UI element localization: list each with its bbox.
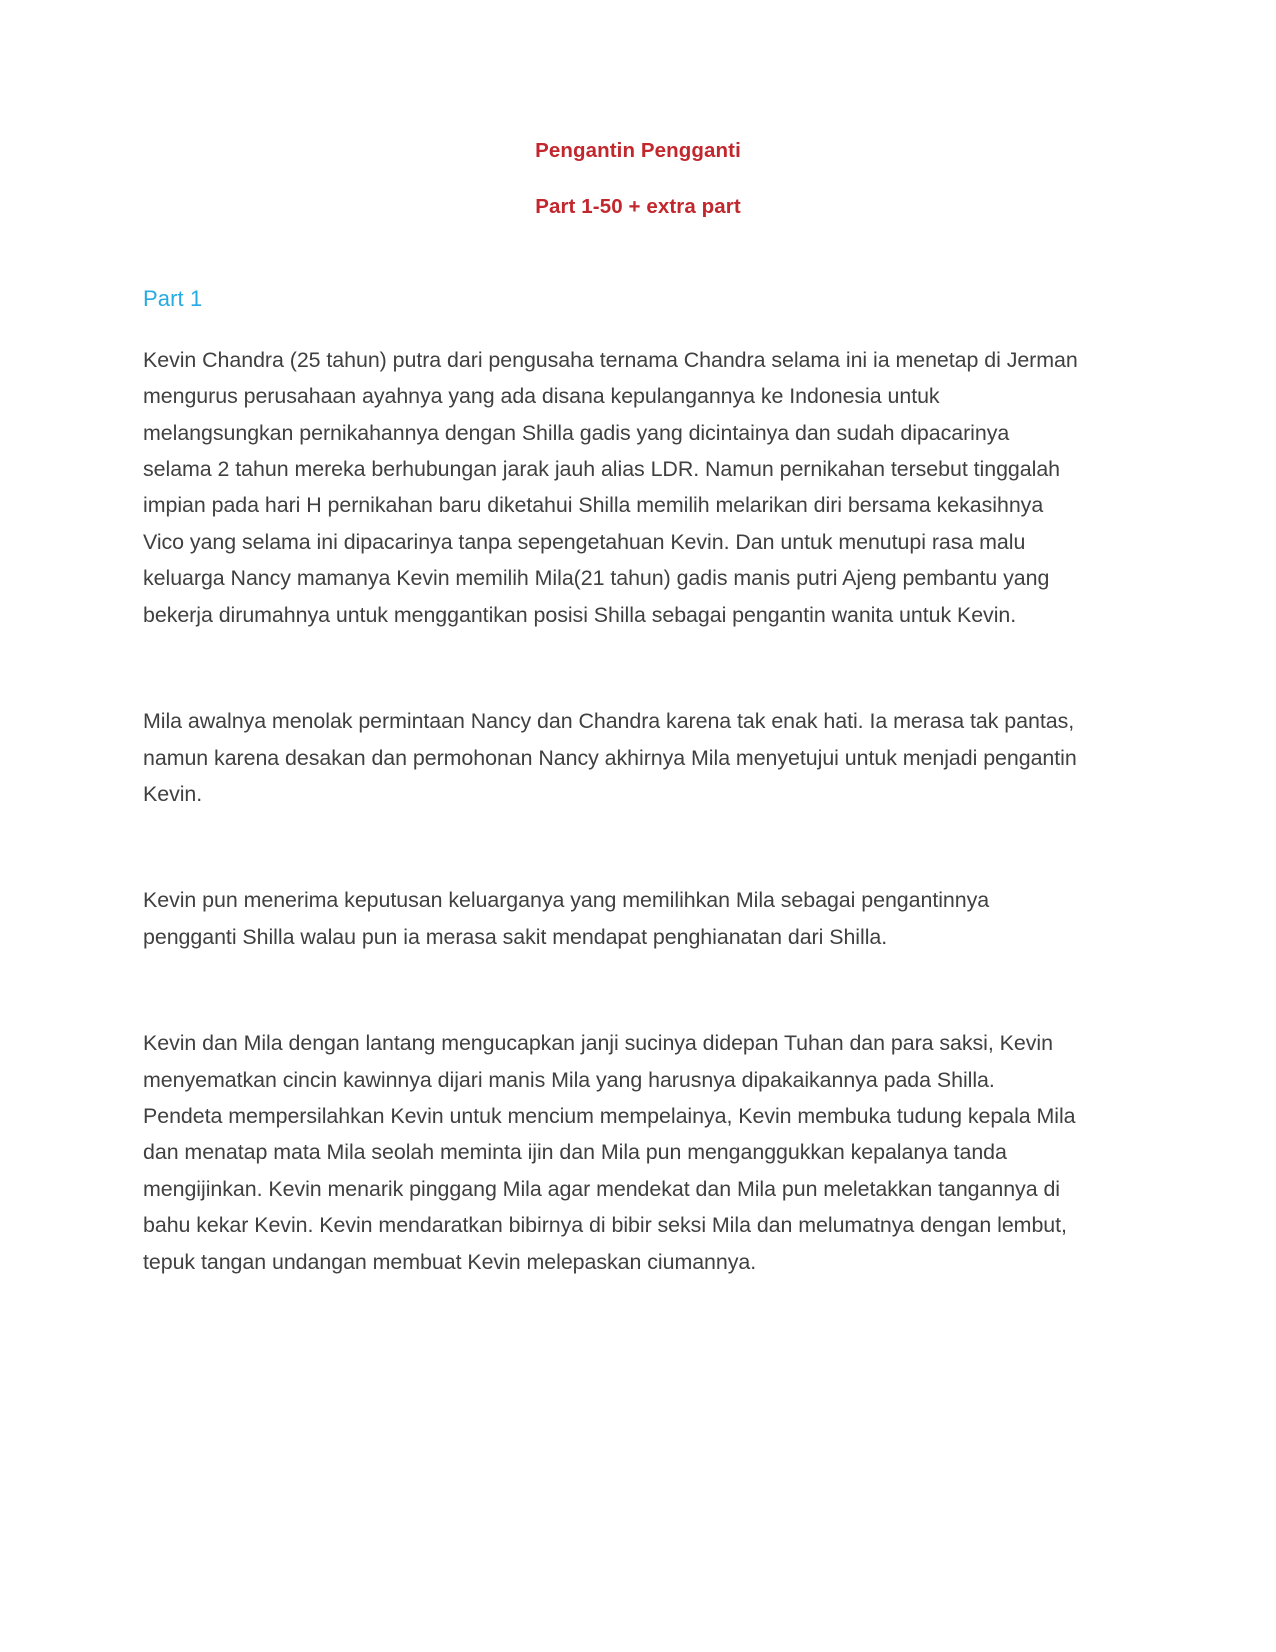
document-body [0,285,1276,1280]
document-title: Pengantin Pengganti [535,139,741,162]
paragraph: Kevin dan Mila dengan lantang mengucapkan janji sucinya didepan Tuhan dan para saksi, Kevin menyematkan cincin kawinnya dijari manis Mila yang harusnya dipakaikannya pada Shilla. Pendeta mempersilahkan Kevin untuk mencium mempelainya, Kevin membuka tudung kepala Mila dan menatap mata Mila seolah meminta ijin dan Mila pun menganggukkan kepalanya tanda mengijinkan. Kevin menarik pinggang Mila agar mendekat dan Mila pun meletakkan tangannya di bahu kekar Kevin. Kevin mendaratkan bibirnya di bibir seksi Mila dan melumatnya dengan lembut, tepuk tangan undangan membuat Kevin melepaskan ciumannya. [143,1031,1076,1274]
paragraph: Mila awalnya menolak permintaan Nancy dan Chandra karena tak enak hati. Ia merasa tak pantas, namun karena desakan dan permohonan Nancy akhirnya Mila menyetujui untuk menjadi pengantin Kevin. [143,709,1077,806]
paragraph: Kevin Chandra (25 tahun) putra dari pengusaha ternama Chandra selama ini ia menetap di Jerman mengurus perusahaan ayahnya yang ada disana kepulangannya ke Indonesia untuk melangsungkan pernikahannya dengan Shilla gadis yang dicintainya dan sudah dipacarinya selama 2 tahun mereka berhubungan jarak jauh alias LDR. Namun pernikahan tersebut tinggalah impian pada hari H pernikahan baru diketahui Shilla memilih melarikan diri bersama kekasihnya Vico yang selama ini dipacarinya tanpa sepengetahuan Kevin. Dan untuk menutupi rasa malu keluarga Nancy mamanya Kevin memilih Mila(21 tahun) gadis manis putri Ajeng pembantu yang bekerja dirumahnya untuk menggantikan posisi Shilla sebagai pengantin wanita untuk Kevin. [143,347,1078,627]
paragraph: Kevin pun menerima keputusan keluarganya yang memilihkan Mila sebagai pengantinnya pengganti Shilla walau pun ia merasa sakit mendapat penghianatan dari Shilla. [143,888,990,949]
document-header [0,0,1276,219]
document-subtitle: Part 1-50 + extra part [535,194,741,218]
section-heading-part-1: Part 1 [143,286,203,312]
